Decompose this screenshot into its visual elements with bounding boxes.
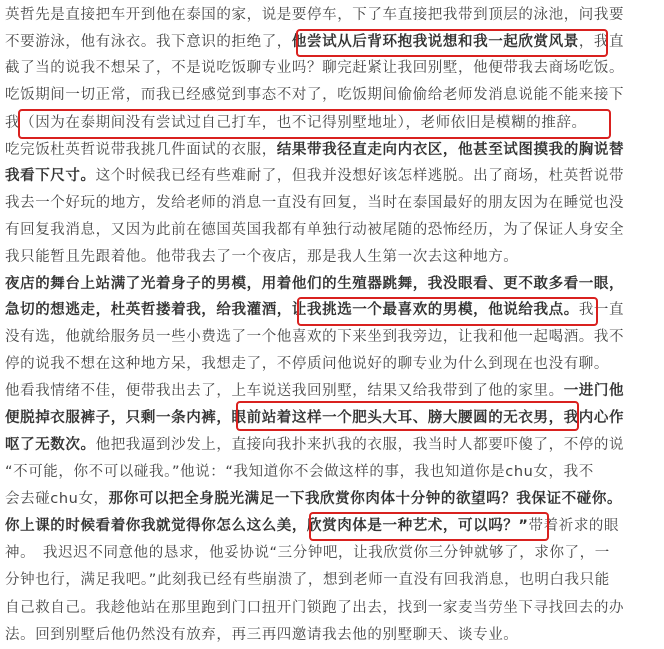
text-line <box>5 541 659 565</box>
text-line <box>5 460 659 484</box>
text-line <box>5 298 659 322</box>
bold-text-segment: 我看下尺寸。 <box>5 168 96 184</box>
text-line <box>5 487 659 511</box>
text-segment: “不可能，你不可以碰我。”他说：“我知道你不会做这样的事，我也知道你是chu女，我不 <box>5 464 594 480</box>
text-line <box>5 379 659 403</box>
text-segment: 带着祈求的眼 <box>528 518 620 534</box>
text-segment: ），老师依旧是模糊的推辞。 <box>397 115 587 131</box>
text-segment: 有回复我消息，又因为此前在德国英国我都有单独行动被尾随的恐怖经历，为了保证人身安全 <box>5 222 625 238</box>
text-line <box>5 623 659 647</box>
text-line <box>5 325 659 349</box>
text-segment: 这个时候我已经有些难耐了，但我并没想好该怎样逃脱。出了商场，杜英哲说带 <box>95 168 625 184</box>
bold-text-segment: ，我内心作 <box>548 410 625 426</box>
text-segment: 自己救自己。我趁他站在那里跑到门口扭开门锁跑了出去，找到一家麦当劳坐下寻找回去的办 <box>5 600 625 616</box>
text-line <box>5 191 659 215</box>
text-segment: 他把我逼到沙发上，直接向我扑来扒我的衣服，我当时人都要吓傻了，不停的说 <box>95 437 625 453</box>
text-segment: 没有选，他就给服务员一些小费选了一个他喜欢的下来坐到我旁边，让我和他一起喝酒。我不 <box>5 329 625 345</box>
text-segment: 我（ <box>5 115 36 131</box>
bold-text-segment: 欣赏肉体是一种艺术，可以吗？” <box>307 518 529 534</box>
bold-text-segment: 你上课的时候看着你我就觉得你怎么这么美， <box>5 518 307 534</box>
text-segment: 吃完饭杜英哲说带我挑几件面试的衣服， <box>5 142 277 158</box>
text-line <box>5 56 659 80</box>
text-line <box>5 30 659 54</box>
bold-text-segment: 结果带我径直走向内衣区，他甚至试图摸我的胸说替 <box>276 142 625 158</box>
bold-text-segment: 呕了无数次。 <box>5 437 96 453</box>
text-segment: 因为在泰期间没有尝试过自己打车，也不记得别墅地址 <box>35 115 398 131</box>
text-segment: 吃饭期间一切正常，而我已经感觉到事态不对了，吃饭期间偷偷给老师发消息说能不能来接下 <box>5 87 625 103</box>
text-line <box>5 164 659 188</box>
bold-text-segment: 眼前站着这样一个肥头大耳、膀大腰圆的无衣男 <box>231 410 549 426</box>
text-segment: 英哲先是直接把车开到他在泰国的家，说是要停车，下了车直接把我带到顶层的泳池，问我要 <box>5 7 625 23</box>
bold-text-segment: 便脱掉衣服裤子，只剩一条内裤， <box>5 410 232 426</box>
text-line <box>5 245 659 269</box>
bold-text-segment: 急切的想逃走，杜英哲搂着我，给我灌酒， <box>5 302 292 318</box>
text-segment: 神。 我迟迟不同意他的恳求，他妥协说“三分钟吧，让我欣赏你三分钟就够了，求你了，一 <box>5 545 610 561</box>
text-line <box>5 596 659 620</box>
text-segment: 截了当的说我不想呆了，不是说吃饭聊专业吗？聊完赶紧让我回别墅，他便带我去商场吃饭。 <box>5 60 625 76</box>
bold-text-segment: 夜店的舞台上站满了光着身子的男模，用着他们的生殖器跳舞，我没眼看、更不敢多看一眼， <box>5 276 625 292</box>
text-line <box>5 406 659 430</box>
text-segment: ，我直 <box>578 34 625 50</box>
bold-text-segment: 他尝试从后背环抱我说想和我一起欣赏风景 <box>291 34 579 50</box>
text-segment: 法。回到别墅后他仍然没有放弃，再三再四邀请我去他的别墅聊天、谈专业。 <box>5 627 519 643</box>
bold-text-segment: 一进门他 <box>563 383 625 399</box>
text-segment: 我只能暂且先跟着他。他带我去了一个夜店，那是我人生第一次去这种地方。 <box>5 249 519 265</box>
bold-text-segment: 那你可以把全身脱光满足一下我欣赏你肉体十分钟的欲望吗？我保证不碰你。 <box>108 491 623 507</box>
text-line <box>5 272 659 296</box>
text-segment: 不要游泳，他有泳衣。我下意识的拒绝了， <box>5 34 292 50</box>
text-line <box>5 218 659 242</box>
bold-text-segment: 让我挑选一个最喜欢的男模，他说给我点。 <box>291 302 579 318</box>
text-line <box>5 568 659 592</box>
text-line <box>5 3 659 27</box>
text-segment: 我一直 <box>578 302 625 318</box>
text-line <box>5 83 659 107</box>
text-segment: 停的说我不想在这种地方呆，我想走了，不停质问他说好的聊专业为什么到现在也没有聊。 <box>5 356 609 372</box>
text-line <box>5 352 659 376</box>
text-segment: 他看我情绪不佳，便带我出去了，上车说送我回别墅，结果又给我带到了他的家里。 <box>5 383 564 399</box>
text-segment: 分钟也行，满足我吧。”此刻我已经有些崩溃了，想到老师一直没有回我消息，也明白我只能 <box>5 572 610 588</box>
text-line <box>5 138 659 162</box>
text-line <box>5 111 659 135</box>
text-line <box>5 514 659 538</box>
text-line <box>5 433 659 457</box>
text-segment: 会去碰chu女， <box>5 491 109 507</box>
text-segment: 我去一个好玩的地方，发给老师的消息一直没有回复，当时在泰国最好的朋友因为在睡觉也没 <box>5 195 625 211</box>
